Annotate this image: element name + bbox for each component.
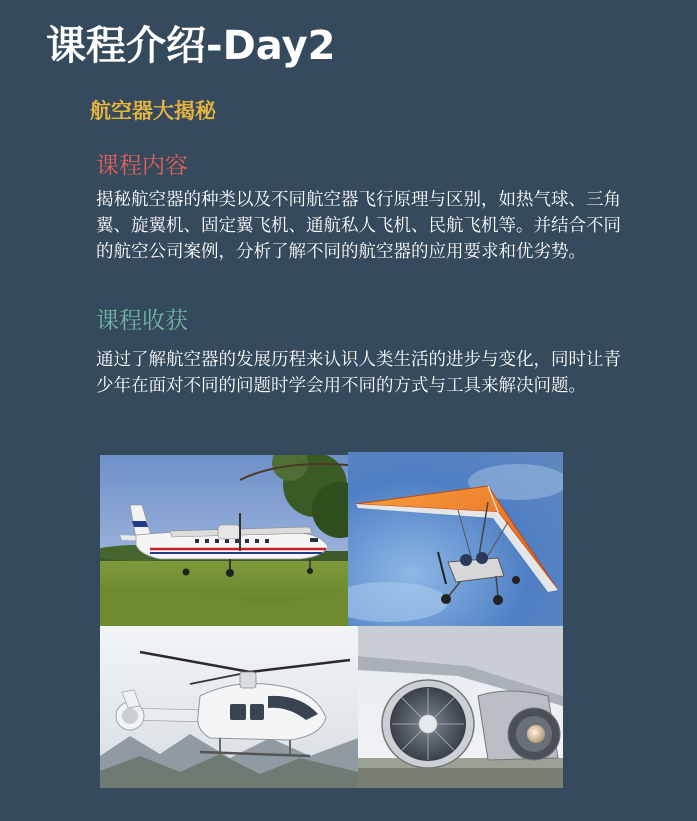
photo-ultralight-trike: [348, 452, 563, 626]
photo-helicopter: [100, 626, 358, 788]
section-heading-gain: 课程收获: [96, 308, 188, 334]
page-subtitle: 航空器大揭秘: [90, 99, 216, 123]
page-title: 课程介绍-Day2: [46, 23, 336, 69]
photo-jet-engines: [358, 626, 563, 788]
section-heading-content: 课程内容: [96, 153, 188, 179]
photo-propeller-airliner: [100, 455, 348, 626]
section-text-gain: 通过了解航空器的发展历程来认识人类生活的进步与变化，同时让青少年在面对不同的问题时学会用不同的方式与工具来解决问题。: [96, 350, 621, 396]
section-text-content: 揭秘航空器的种类以及不同航空器飞行原理与区别，如热气球、三角翼、旋翼机、固定翼飞机、通航私人飞机、民航飞机等。并结合不同的航空公司案例，分析了解不同的航空器的应用要求和优劣势。: [96, 190, 621, 262]
